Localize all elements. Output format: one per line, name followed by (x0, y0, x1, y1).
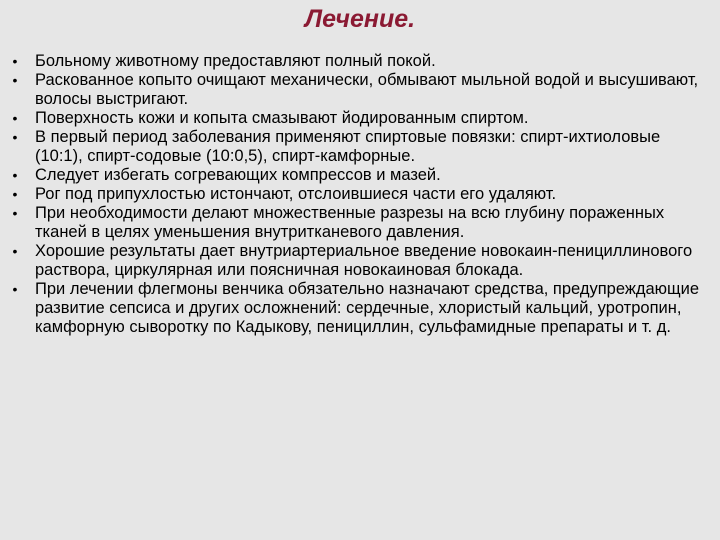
bullet-text: Больному животному предоставляют полный покой. (35, 52, 436, 70)
bullet-text: Раскованное копыто очищают механически, обмывают мыльной водой и высушивают, волосы выстригают. (35, 71, 699, 108)
slide-title: Лечение. (304, 5, 416, 33)
bullet-text: Поверхность кожи и копыта смазывают йодированным спиртом. (35, 109, 529, 127)
bullet-item (8, 52, 708, 71)
bullet-text: Рог под припухлостью истончают, отслоившиеся части его удаляют. (35, 185, 557, 203)
bullet-item (8, 109, 708, 128)
bullet-item (8, 204, 708, 242)
bullet-item (8, 280, 708, 337)
bullet-icon: • (12, 167, 18, 183)
bullet-icon: • (12, 129, 18, 145)
bullet-item (8, 185, 708, 204)
bullet-icon: • (12, 110, 18, 126)
bullet-icon: • (12, 53, 18, 69)
bullet-icon: • (12, 186, 18, 202)
bullet-item (8, 242, 708, 280)
bullet-list (8, 52, 708, 337)
bullet-item (8, 71, 708, 109)
bullet-item (8, 166, 708, 185)
bullet-text: Следует избегать согревающих компрессов и мазей. (35, 166, 441, 184)
bullet-icon: • (12, 205, 18, 221)
bullet-text: В первый период заболевания применяют спиртовые повязки: спирт-ихтиоловые (10:1), спирт-содовые (10:0,5), спирт-камфорные. (35, 128, 661, 165)
bullet-icon: • (12, 72, 18, 88)
bullet-icon: • (12, 243, 18, 259)
bullet-text: При лечении флегмоны венчика обязательно назначают средства, предупреждающие развитие сепсиса и других осложнений: сердечные, хлористый кальций, уротропин, камфорную сыворотку по Кадыкову, пенициллин, сульфамидные препараты и т. д. (35, 280, 700, 336)
bullet-text: Хорошие результаты дает внутриартериальное введение новокаин-пенициллинового раствора, циркулярная или поясничная новокаиновая блокада. (35, 242, 693, 279)
bullet-item (8, 128, 708, 166)
bullet-icon: • (12, 281, 18, 297)
bullet-text: При необходимости делают множественные разрезы на всю глубину пораженных тканей в целях уменьшения внутритканевого давления. (35, 204, 665, 241)
